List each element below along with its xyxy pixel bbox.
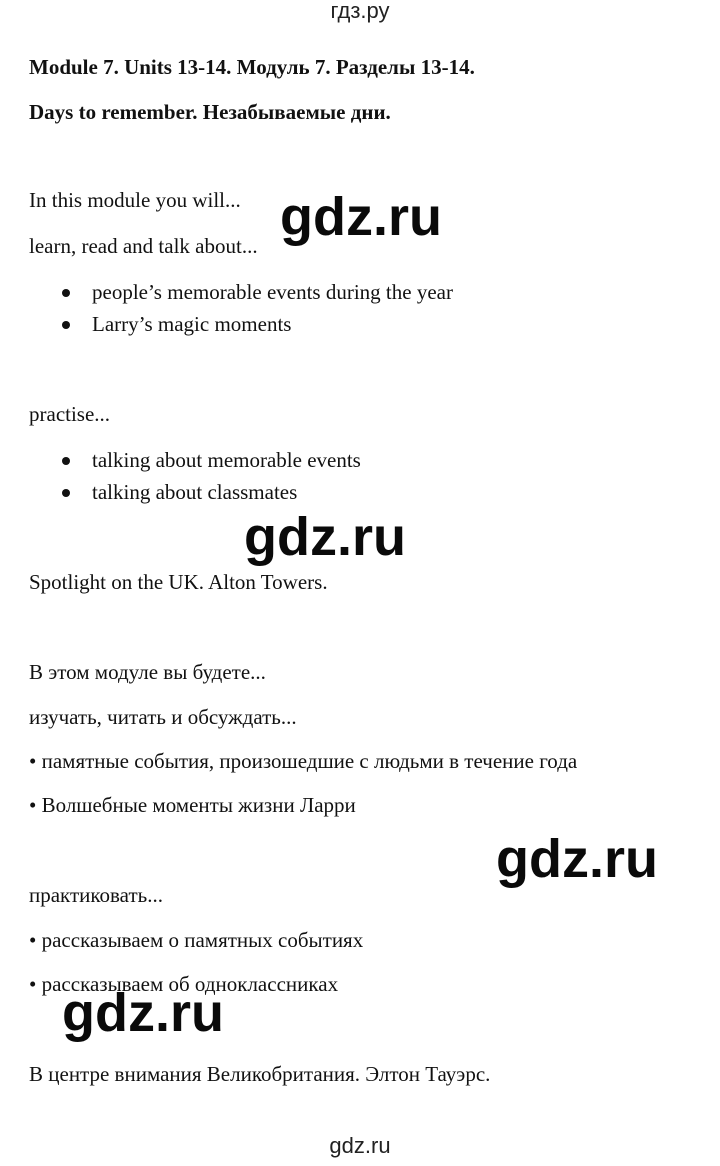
module-title: Module 7. Units 13-14. Модуль 7. Разделы 13-14. (29, 55, 475, 79)
bullet-icon (62, 457, 70, 465)
site-footer: gdz.ru (329, 1133, 391, 1158)
russian-learn-item: • Волшебные моменты жизни Ларри (29, 793, 356, 817)
watermark: gdz.ru (244, 507, 406, 567)
english-intro: In this module you will... (29, 188, 241, 212)
russian-learn-item: • памятные события, произошедшие с людьми в течение года (29, 749, 578, 773)
russian-practise-heading: практиковать... (29, 883, 163, 907)
bullet-icon (62, 321, 70, 329)
english-learn-heading: learn, read and talk about... (29, 234, 258, 258)
bullet-icon (62, 289, 70, 297)
english-learn-item: people’s memorable events during the year (92, 280, 453, 304)
module-subtitle: Days to remember. Незабываемые дни. (29, 100, 391, 124)
russian-spotlight: В центре внимания Великобритания. Элтон Тауэрс. (29, 1062, 491, 1086)
watermark: gdz.ru (280, 187, 442, 247)
russian-learn-heading: изучать, читать и обсуждать... (29, 705, 297, 729)
russian-practise-item: • рассказываем об одноклассниках (29, 972, 339, 996)
russian-intro: В этом модуле вы будете... (29, 660, 266, 684)
watermark: gdz.ru (496, 829, 658, 889)
watermark: gdz.ru (62, 983, 224, 1043)
english-spotlight: Spotlight on the UK. Alton Towers. (29, 570, 328, 594)
english-practise-item: talking about classmates (92, 480, 298, 504)
russian-practise-item: • рассказываем о памятных событиях (29, 928, 364, 952)
english-learn-item: Larry’s magic moments (92, 312, 292, 336)
english-practise-item: talking about memorable events (92, 448, 361, 472)
site-header: гдз.ру (330, 0, 390, 23)
english-practise-heading: practise... (29, 402, 111, 426)
bullet-icon (62, 489, 70, 497)
